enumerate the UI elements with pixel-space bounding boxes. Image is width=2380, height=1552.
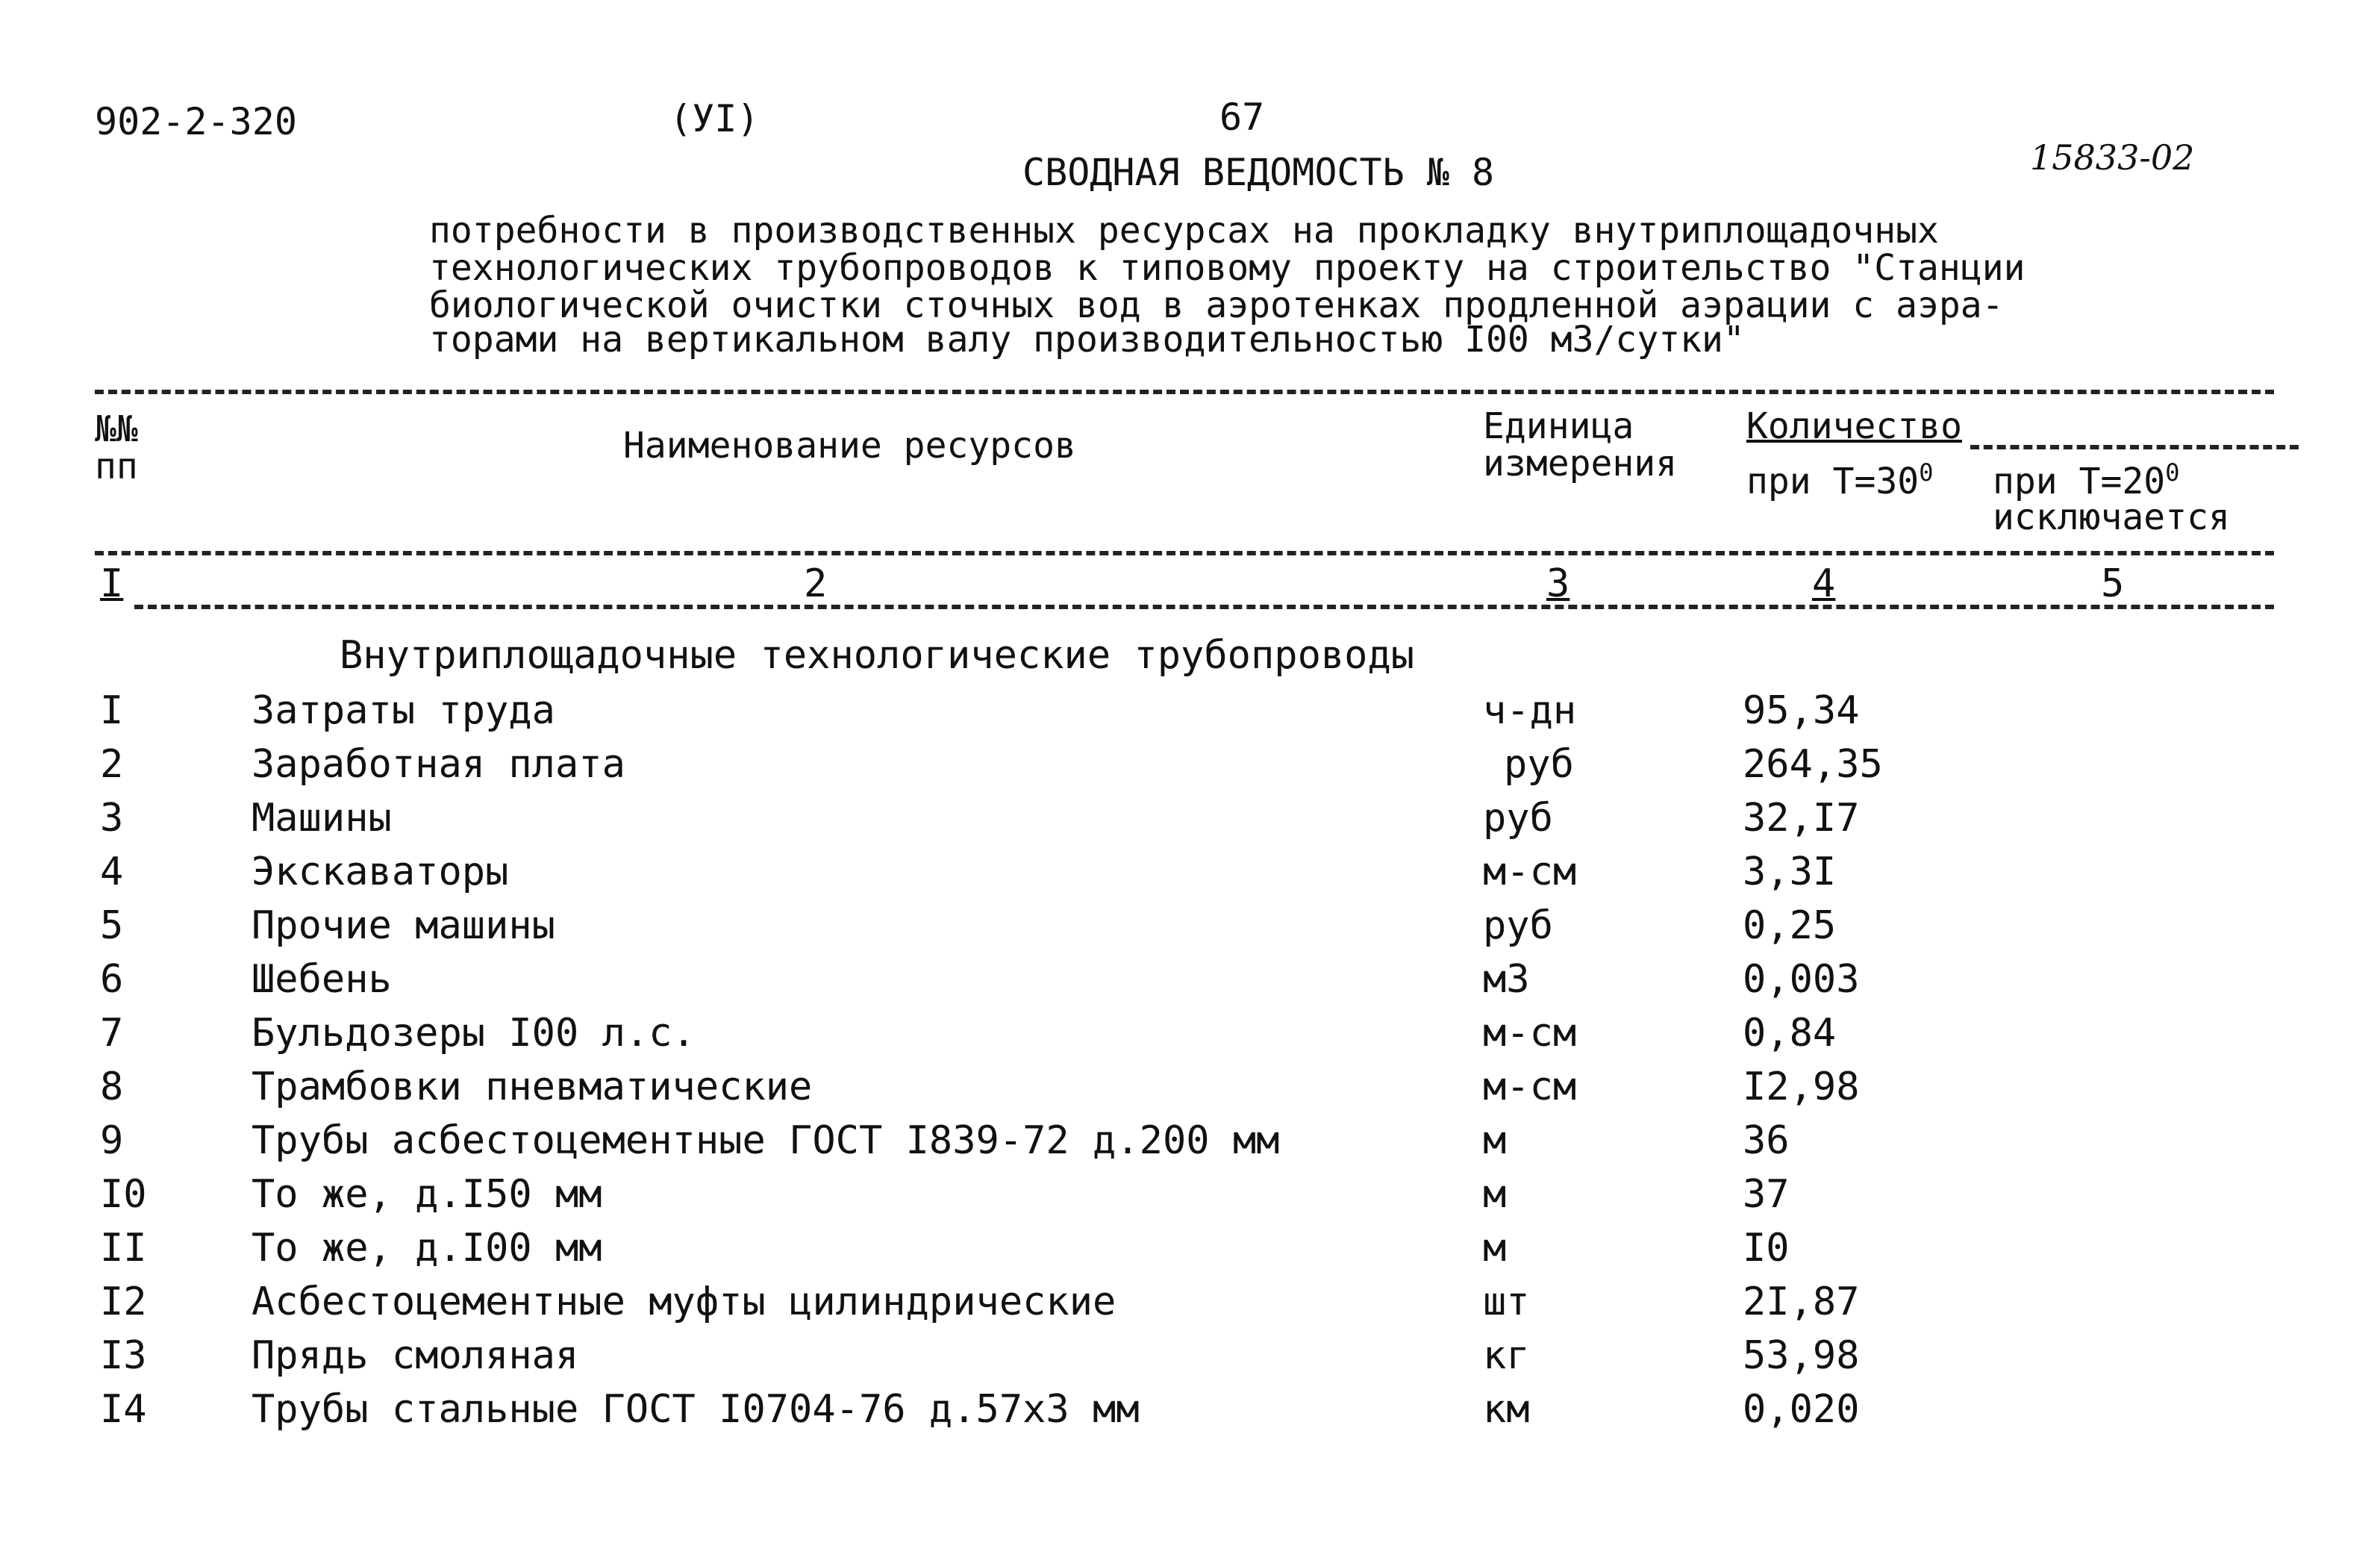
row-number: 6 (100, 957, 124, 1002)
row-number: I (100, 688, 124, 733)
table-top-rule (95, 390, 2274, 394)
column-header-quantity: Количество (1746, 405, 1962, 447)
row-number: I3 (100, 1333, 147, 1378)
archive-stamp: 15833-02 (2030, 137, 2195, 178)
resource-unit: км (1483, 1387, 1530, 1432)
resource-name: Экскаваторы (252, 850, 509, 894)
resource-quantity: I0 (1743, 1226, 1790, 1271)
resource-quantity: 53,98 (1743, 1333, 1860, 1378)
resource-quantity: 32,I7 (1743, 796, 1860, 841)
resource-unit: м (1483, 1118, 1507, 1163)
subtitle-line-2: технологических трубопроводов к типовому проекту на строительство "Станции (429, 247, 2026, 289)
resource-quantity: 95,34 (1743, 688, 1860, 733)
resource-unit: м (1483, 1226, 1507, 1271)
row-number: I0 (100, 1172, 147, 1217)
resource-name: Затраты труда (252, 688, 555, 733)
resource-name: Трубы асбестоцементные ГОСТ I839-72 д.200 мм (252, 1118, 1280, 1163)
column-index-4: 4 (1812, 561, 1836, 606)
subtitle-line-1: потребности в производственных ресурсах на прокладку внутриплощадочных (429, 210, 1939, 252)
resource-unit: м3 (1483, 957, 1530, 1002)
column-header-t30: при $Т=30^0$ (1746, 458, 1934, 502)
resource-name: То же, д.I50 мм (252, 1172, 602, 1217)
resource-quantity: 37 (1743, 1172, 1790, 1217)
resource-name: Бульдозеры I00 л.с. (252, 1011, 696, 1056)
resource-name: Трубы стальные ГОСТ I0704-76 д.57х3 мм (252, 1387, 1140, 1432)
resource-quantity: 0,003 (1743, 957, 1860, 1002)
column-index-1: I (100, 561, 124, 606)
resource-unit: ч-дн (1483, 688, 1577, 733)
subtitle-line-3: биологической очистки сточных вод в аэротенках продленной аэрации с аэра- (429, 284, 2004, 326)
resource-name: То же, д.I00 мм (252, 1226, 602, 1271)
column-header-number: №№ пп (95, 408, 138, 487)
resource-name: Прочие машины (252, 903, 555, 948)
row-number: II (100, 1226, 147, 1271)
resource-unit: м-см (1483, 1011, 1577, 1056)
header-bottom-rule (95, 551, 2274, 555)
resource-unit: кг (1483, 1333, 1530, 1378)
row-number: 2 (100, 742, 124, 787)
section-number: (УI) (669, 97, 760, 140)
page-number: 67 (1219, 96, 1265, 139)
column-index-3: 3 (1546, 561, 1570, 606)
row-number: 7 (100, 1011, 124, 1056)
column-header-t20-note: исключается (1993, 496, 2230, 538)
resource-unit: м (1483, 1172, 1507, 1217)
resource-unit: руб (1483, 903, 1553, 948)
resource-unit: руб (1504, 742, 1574, 787)
resource-quantity: 0,84 (1743, 1011, 1837, 1056)
row-number: 5 (100, 903, 124, 948)
resource-quantity: I2,98 (1743, 1065, 1860, 1109)
resource-quantity: 0,020 (1743, 1387, 1860, 1432)
column-index-rule (134, 605, 2274, 609)
row-number: 9 (100, 1118, 124, 1163)
subtitle-line-4: торами на вертикальном валу производительностью I00 м3/сутки" (429, 319, 1745, 361)
resource-quantity: 0,25 (1743, 903, 1837, 948)
document-title: СВОДНАЯ ВЕДОМОСТЬ № 8 (1022, 151, 1495, 194)
column-index-2: 2 (804, 561, 828, 606)
document-code: 902-2-320 (95, 100, 297, 143)
resource-quantity: 36 (1743, 1118, 1790, 1163)
resource-name: Шебень (252, 957, 392, 1002)
section-title: Внутриплощадочные технологические трубопроводы (340, 633, 1415, 678)
row-number: 3 (100, 796, 124, 841)
resource-quantity: 2I,87 (1743, 1280, 1860, 1324)
resource-name: Асбестоцементные муфты цилиндрические (252, 1280, 1116, 1324)
column-header-unit: Единица измерения (1483, 405, 1678, 484)
resource-name: Машины (252, 796, 392, 841)
resource-name: Трамбовки пневматические (252, 1065, 813, 1109)
column-header-t20: при $Т=20^0$ (1993, 458, 2180, 502)
resource-unit: шт (1483, 1280, 1530, 1324)
row-number: I4 (100, 1387, 147, 1432)
row-number: 8 (100, 1065, 124, 1109)
resource-quantity: 264,35 (1743, 742, 1883, 787)
row-number: 4 (100, 850, 124, 894)
resource-quantity: 3,3I (1743, 850, 1837, 894)
column-header-name: Наименование ресурсов (623, 425, 1076, 467)
resource-unit: м-см (1483, 850, 1577, 894)
resource-unit: руб (1483, 796, 1553, 841)
quantity-header-rule (1970, 445, 2299, 449)
resource-name: Заработная плата (252, 742, 625, 787)
row-number: I2 (100, 1280, 147, 1324)
column-index-5: 5 (2101, 561, 2125, 606)
resource-name: Прядь смоляная (252, 1333, 579, 1378)
resource-unit: м-см (1483, 1065, 1577, 1109)
